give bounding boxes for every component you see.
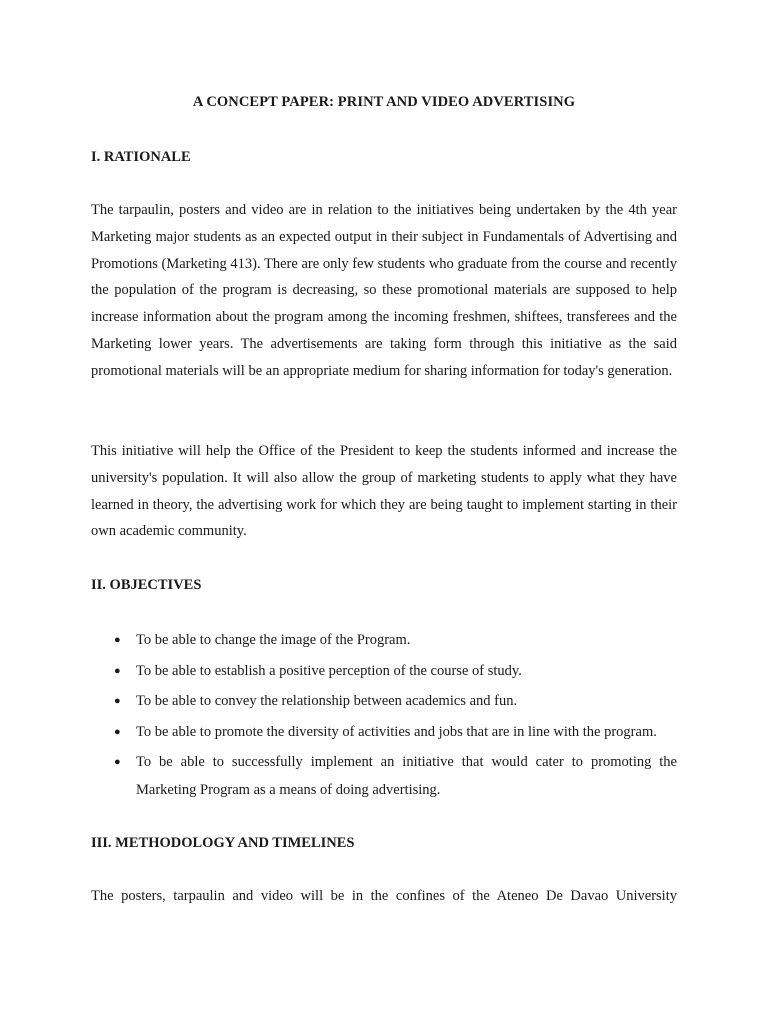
bullet-icon: ● <box>114 664 121 677</box>
list-item <box>91 657 677 685</box>
objective-text: To be able to promote the diversity of activities and jobs that are in line with the program. <box>136 723 657 740</box>
bullet-icon: ● <box>114 634 121 646</box>
document-title: A CONCEPT PAPER: PRINT AND VIDEO ADVERTISING <box>192 94 576 110</box>
list-item <box>91 626 677 654</box>
objective-text: To be able to establish a positive perception of the course of study. <box>136 662 522 679</box>
rationale-paragraph-1: The tarpaulin, posters and video are in relation to the initiatives being undertaken by the 4th year Marketing major students as an expected output in their subject in Fundamentals of Advertising and Promotions (Marketing 413). There are only few students who graduate from the course and recently the population of the program is decreasing, so these promotional materials are supposed to help increase information about the program among the incoming freshmen, shiftees, transferees and the Marketing lower years. The advertisements are taking form through this initiative as the said promotional materials will be an appropriate medium for sharing information for today's generation. <box>91 202 677 379</box>
methodology-paragraph-1: The posters, tarpaulin and video will be in the confines of the Ateneo De Davao University <box>91 888 677 904</box>
section-heading-rationale: I. RATIONALE <box>91 149 191 165</box>
list-item <box>91 718 677 746</box>
objective-text: To be able to change the image of the Program. <box>136 632 411 648</box>
rationale-paragraph-2: This initiative will help the Office of the President to keep the students informed and increase the university's population. It will also allow the group of marketing students to apply what they have learned in theory, the advertising work for which they are being taught to implement starting in their own academic community. <box>91 443 677 540</box>
list-item <box>91 748 677 804</box>
bullet-icon: ● <box>114 695 121 707</box>
section-heading-methodology: III. METHODOLOGY AND TIMELINES <box>91 835 355 851</box>
objective-text: To be able to successfully implement an initiative that would cater to promoting the Marketing Program as a means of doing advertising. <box>136 754 677 798</box>
list-item <box>91 687 677 715</box>
objectives-list <box>91 626 677 807</box>
bullet-icon: ● <box>114 756 121 768</box>
section-heading-objectives: II. OBJECTIVES <box>91 577 202 593</box>
bullet-icon: ● <box>114 725 121 738</box>
objective-text: To be able to convey the relationship between academics and fun. <box>136 693 518 709</box>
